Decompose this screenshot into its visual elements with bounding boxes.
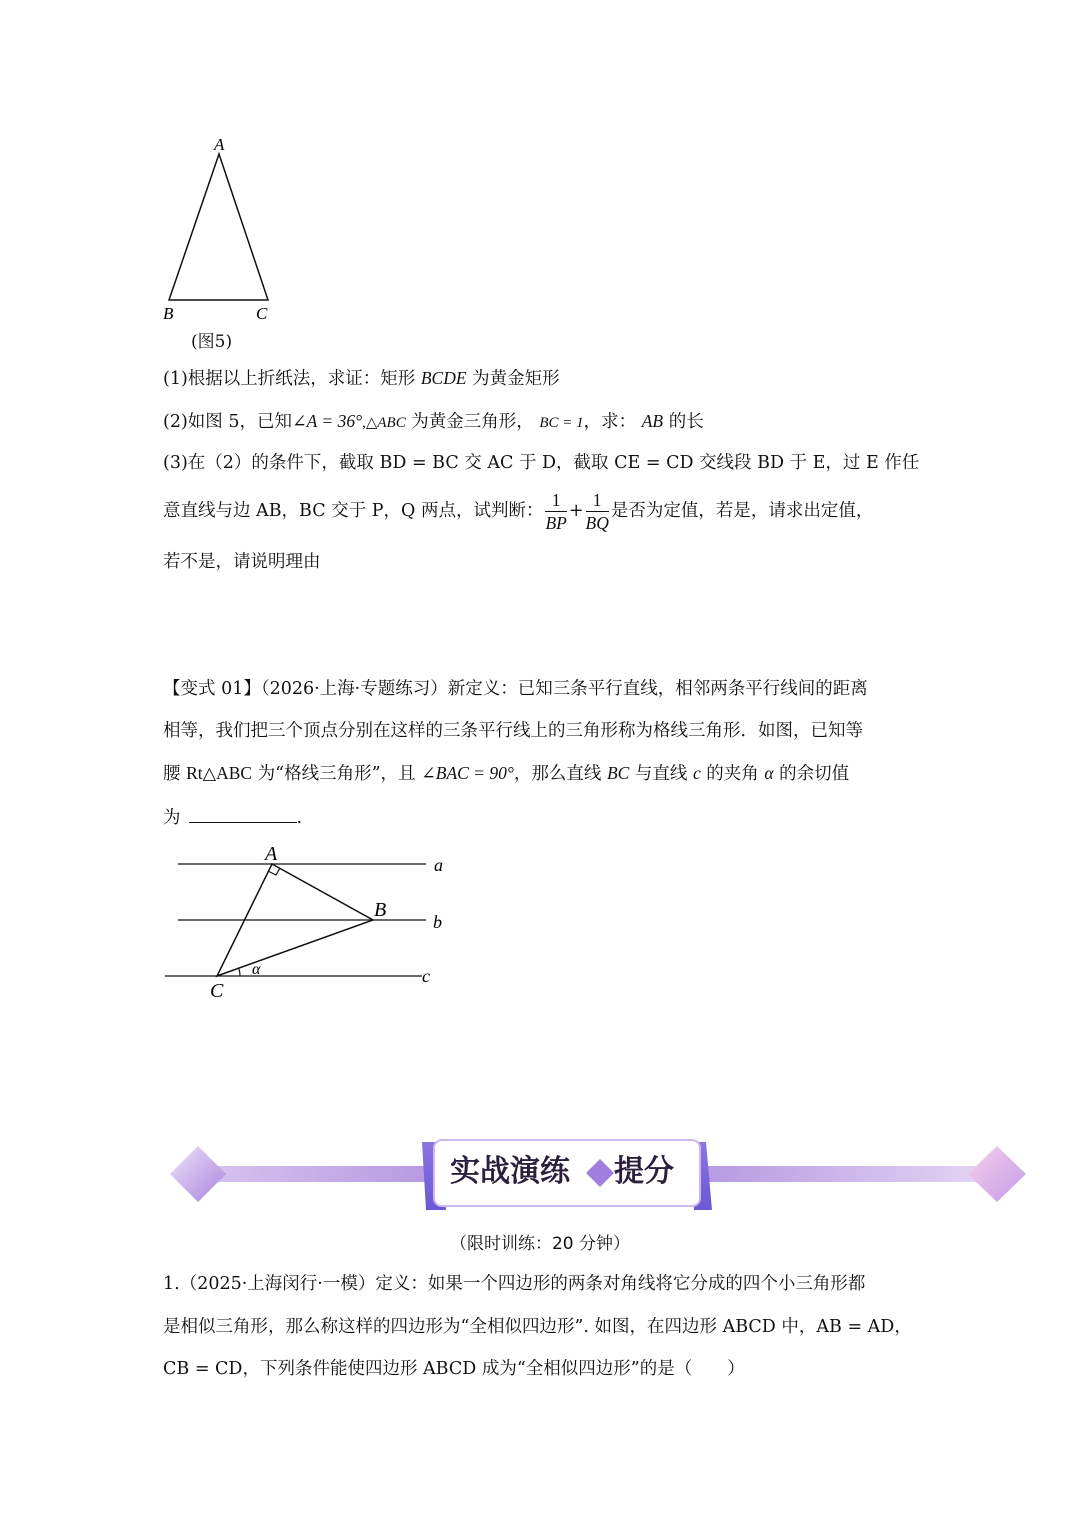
- grid-label-line-c: c: [422, 966, 430, 986]
- label-a: A: [214, 135, 225, 154]
- figure-5-triangle: [150, 130, 290, 330]
- alpha-arc: [239, 969, 240, 976]
- banner-title: 实战演练 提分: [450, 1154, 674, 1189]
- answer-blank[interactable]: [189, 804, 297, 823]
- variant-01-line-3: 腰 Rt△ABC 为“格线三角形”，且 ∠BAC = 90°，那么直线 BC 与直线 c 的夹角 α 的余切值: [163, 763, 850, 784]
- fraction-1-bq: $\frac{1}{BQ}$: [585, 490, 609, 533]
- variant-01-line-2: 相等，我们把三个顶点分别在这样的三条平行线上的三角形称为格线三角形．如图，已知等: [163, 721, 863, 741]
- parallel-lines-figure: [160, 840, 460, 1005]
- grid-label-a-vertex: A: [265, 843, 278, 865]
- question-part-3-line-3: 若不是，请说明理由: [163, 552, 321, 572]
- grid-label-line-a: a: [434, 855, 443, 875]
- label-b: B: [163, 304, 174, 323]
- question-part-2: (2)如图 5，已知∠A = 36°,△ABC 为黄金三角形， BC = 1，求： AB 的长: [163, 411, 704, 432]
- grid-label-b-vertex: B: [374, 899, 387, 921]
- triangle-abc: [169, 154, 268, 300]
- banner-diamond-right: [968, 1146, 1026, 1202]
- variant-01-line-4: 为 .: [163, 804, 923, 830]
- question-part-3-line-2: 意直线与边 AB，BC 交于 P，Q 两点，试判断： $\frac{1}{BP}$ + $\frac{1}{BQ}$ 是否为定值，若是，请求出定值，: [163, 490, 874, 533]
- fraction-1-bp: $\frac{1}{BP}$: [545, 490, 567, 533]
- question-1-line-1: 1.（2025·上海闵行·一模）定义：如果一个四边形的两条对角线将它分成的四个小三角形都: [163, 1274, 866, 1294]
- grid-label-alpha: α: [252, 961, 261, 978]
- question-1-line-2: 是相似三角形，那么称这样的四边形为“全相似四边形”. 如图，在四边形 ABCD 中，AB = AD，: [163, 1317, 912, 1337]
- grid-label-c-vertex: C: [210, 980, 224, 1002]
- time-limit-subtitle: （限时训练：20 分钟）: [449, 1234, 631, 1254]
- label-c: C: [256, 304, 268, 323]
- figure-5-caption: (图5): [191, 332, 233, 352]
- question-part-1: (1)根据以上折纸法，求证：矩形 BCDE 为黄金矩形: [163, 368, 560, 389]
- variant-01-line-1: 【变式 01】（2026·上海·专题练习）新定义：已知三条平行直线，相邻两条平行线间的距离: [163, 679, 868, 699]
- banner-diamond-left: [170, 1146, 226, 1202]
- banner-bar-right: [705, 1166, 1005, 1182]
- grid-label-line-b: b: [433, 912, 442, 932]
- question-1-line-3: CB = CD，下列条件能使四边形 ABCD 成为“全相似四边形”的是（ ）: [163, 1359, 745, 1379]
- question-part-3-line-1: (3)在（2）的条件下，截取 BD = BC 交 AC 于 D，截取 CE = CD 交线段 BD 于 E，过 E 作任: [163, 453, 920, 473]
